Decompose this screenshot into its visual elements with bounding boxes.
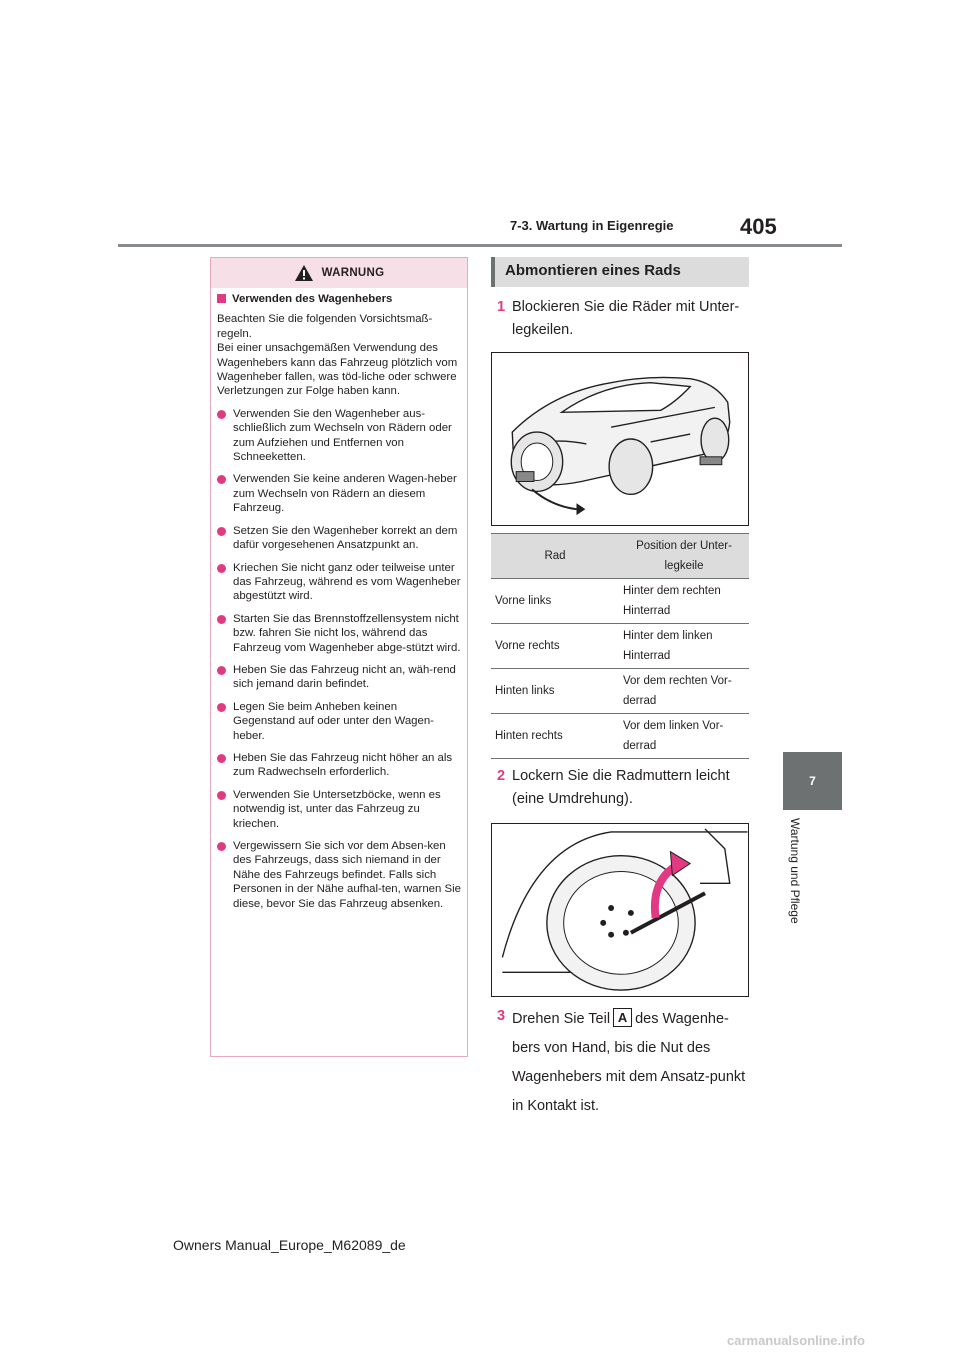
warning-item-text: Legen Sie beim Anheben keinen Gegenstand auf oder unter den Wagen-heber. [233,700,434,742]
chapter-number: 7 [809,774,816,788]
warning-box [210,257,468,1057]
table-cell: Vor dem linken Vor-derrad [619,714,749,759]
bullet-dot-icon [217,410,226,419]
step-text-before: Drehen Sie Teil [512,1011,611,1027]
table-cell: Vorne rechts [491,624,619,669]
warning-item [217,839,461,911]
warning-intro-text: Beachten Sie die folgenden Vorsichtsmaß-regeln. Bei einer unsachgemäßen Verwendung des Wagenhebers kann das Fahrzeug plötzlich vom Wagenheber fallen, was töd-liche oder schwere Verletzungen zur Folge haben kann. [217,313,458,398]
bullet-dot-icon [217,754,226,763]
warning-item-text: Verwenden Sie den Wagenheber aus-schließlich zum Wechseln von Rädern oder zum Aufziehen und Entfernen von Schneeketten. [233,407,452,464]
bullet-dot-icon [217,842,226,851]
chapter-title: Wartung und Pflege [788,818,802,924]
warning-header [211,258,467,288]
table-header-cell: Rad [491,534,619,579]
step-1 [497,296,752,342]
step-number: 2 [497,768,506,784]
step-text: Blockieren Sie die Räder mit Unter-legkeilen. [512,299,740,338]
table-cell: Hinten rechts [491,714,619,759]
table-row [491,714,749,759]
watermark: carmanualsonline.info [727,1333,865,1348]
warning-triangle-icon [294,264,314,282]
rear-wheel [701,418,729,461]
step-text: Lockern Sie die Radmuttern leicht (eine Umdrehung). [512,768,730,807]
table-row [491,669,749,714]
warning-item [217,472,461,515]
step-2 [497,765,752,811]
table-cell: Hinten links [491,669,619,714]
warning-subheading [217,292,461,306]
warning-item [217,700,461,743]
car-wheel-chocks-illustration [491,352,749,526]
table-cell: Vorne links [491,579,619,624]
warning-item [217,612,461,655]
table-cell: Hinter dem linken Hinterrad [619,624,749,669]
step-text [512,1005,747,1121]
warning-item-text: Heben Sie das Fahrzeug nicht höher an als zum Radwechseln erforderlich. [233,751,453,779]
warning-item [217,524,461,553]
bullet-dot-icon [217,615,226,624]
warning-content [217,292,461,919]
warning-intro [217,312,461,398]
footer-text: Owners Manual_Europe_M62089_de [173,1237,406,1253]
warning-item-text: Kriechen Sie nicht ganz oder teilweise unter das Fahrzeug, während es vom Wagenheber abgestützt wird. [233,561,461,603]
square-bullet-icon [217,294,226,303]
header-divider [118,244,842,247]
section-subheading-text: Abmontieren eines Rads [505,262,681,279]
warning-item-text: Heben Sie das Fahrzeug nicht an, wäh-rend sich jemand darin befindet. [233,663,456,691]
warning-item-text: Vergewissern Sie sich vor dem Absen-ken des Fahrzeugs, dass sich niemand in der Nähe des Fahrzeugs befindet. Falls sich Personen in der Nähe aufhal-ten, warnen Sie diese, bevor Sie das Fahrzeug absenken. [233,840,461,910]
wheel-chock-front [516,472,534,482]
warning-item [217,561,461,604]
loosen-wheel-nuts-illustration [491,823,749,997]
rotation-arrow-icon [670,852,690,876]
bullet-dot-icon [217,475,226,484]
warning-label: WARNUNG [321,267,385,279]
chapter-title-vertical [780,818,846,946]
step-number: 3 [497,1008,506,1024]
table-header-cell: Position der Unter-legkeile [619,534,749,579]
section-title: 7-3. Wartung in Eigenregie [510,218,674,233]
part-a-badge: A [613,1008,632,1027]
bullet-dot-icon [217,791,226,800]
warning-item [217,407,461,465]
warning-subheading-text: Verwenden des Wagenhebers [232,293,393,305]
bullet-dot-icon [217,564,226,573]
warning-item-text: Verwenden Sie Untersetzböcke, wenn es notwendig ist, unter das Fahrzeug zu kriechen. [233,788,441,830]
warning-item [217,751,461,780]
section-subheading [491,257,749,287]
table-row [491,624,749,669]
bullet-dot-icon [217,703,226,712]
step-3 [497,1005,752,1121]
wheel-chock-rear [700,457,722,465]
warning-item-text: Starten Sie das Brennstoffzellensystem nicht bzw. fahren Sie nicht los, während das Fahrzeug vom Wagenheber abge-stützt wird. [233,612,461,654]
table-cell: Hinter dem rechten Hinterrad [619,579,749,624]
warning-item-text: Setzen Sie den Wagenheber korrekt an dem dafür vorgesehenen Ansatzpunkt an. [233,524,458,552]
table-row [491,579,749,624]
table-cell: Vor dem rechten Vor-derrad [619,669,749,714]
step-number: 1 [497,299,506,315]
table-header-row [491,534,749,579]
wheel-chock-table [491,533,749,759]
warning-item-text: Verwenden Sie keine anderen Wagen-heber zum Wechseln von Rädern an diesem Fahrzeug. [233,473,457,515]
page-number: 405 [740,214,777,239]
bullet-dot-icon [217,666,226,675]
warning-item [217,788,461,831]
bullet-dot-icon [217,527,226,536]
chapter-tab [783,752,842,810]
step-text-after: des Wagenhe-bers von Hand, bis die Nut des Wagenhebers mit dem Ansatz-punkt in Kontakt ist. [512,1011,746,1114]
warning-item [217,663,461,692]
